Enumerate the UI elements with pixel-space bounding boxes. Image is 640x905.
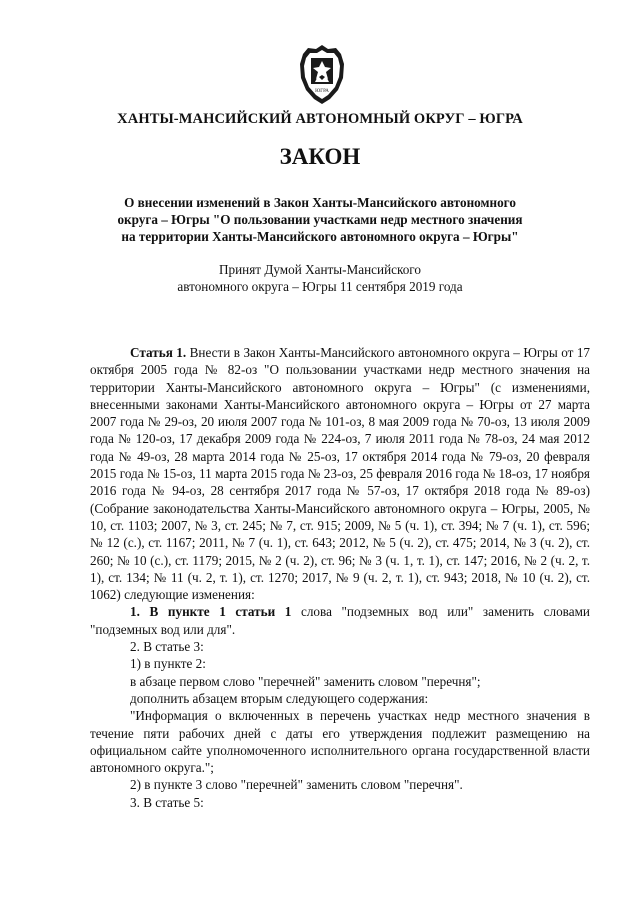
article-1-paragraph [90,344,590,603]
law-title-line: на территории Ханты-Мансийского автономного округа – Югры" [121,229,519,244]
region-name: ХАНТЫ-МАНСИЙСКИЙ АВТОНОМНЫЙ ОКРУГ – ЮГРА [117,111,523,127]
adoption-line: автономного округа – Югры 11 сентября 2019 года [177,279,463,294]
amendment-item [90,603,590,638]
amendment-item-text: слова "подземных вод или" заменить словами "подземных вод или для". [90,604,590,637]
amendment-item-bold: 1. В пункте 1 статьи 1 [130,604,292,620]
amendment-item: 3. В статье 5: [130,794,204,810]
law-title-line: округа – Югры "О пользовании участками недр местного значения [117,212,523,227]
law-title [95,194,545,245]
document-type-heading: ЗАКОН [279,144,361,169]
emblem-label: ЮГРА [315,89,329,94]
law-body [90,344,590,811]
amendment-item: "Информация о включенных в перечень участках недр местного значения в течение пяти рабочих дней с даты его утверждения подлежит размещению на официальном сайте уполномоченного исполнительного органа государственной власти автономного округа."; [90,708,590,776]
amendment-item: в абзаце первом слово "перечней" заменить словом "перечня"; [130,673,481,689]
adoption-note [0,261,640,295]
article-1-text: Внести в Закон Ханты-Мансийского автономного округа – Югры от 17 октября 2005 года № 82-оз "О пользовании участками недр местного значения на территории Ханты-Мансийского автономного округа – Югры" (с изменениями, внесенными законами Ханты-Мансийского автономного округа – Югры от 27 марта 2007 года № 29-оз, 20 июля 2007 года № 101-оз, 8 мая 2009 года № 70-оз, 13 июля 2009 года № 120-оз, 17 декабря 2009 года № 224-оз, 7 июля 2011 года № 78-оз, 24 мая 2012 года № 49-оз, 28 марта 2014 года № 25-оз, 17 октября 2014 года № 79-оз, 20 февраля 2015 года № 15-оз, 11 марта 2015 года № 23-оз, 25 февраля 2016 года № 18-оз, 17 ноября 2016 года № 94-оз, 28 сентября 2017 года № 57-оз, 17 октября 2018 года № 89-оз) (Собрание законодательства Ханты-Мансийского автономного округа – Югры, 2005, № 10, ст. 1103; 2007, № 3, ст. 245; № 7, ст. 915; 2009, № 5 (ч. 1), ст. 394; № 7 (ч. 1), ст. 596; № 12 (с.), ст. 1167; 2011, № 7 (ч. 1), ст. 643; 2012, № 5 (ч. 2), ст. 475; 2014, № 3 (ч. 2), ст. 260; № 10 (с.), ст. 1179; 2015, № 2 (ч. 2), ст. 96; № 3 (ч. 1, т. 1), ст. 147; 2016, № 2 (ч. 2, т. 1), ст. 134; № 11 (ч. 2, т. 1), ст. 1270; 2017, № 9 (ч. 2, т. 1), ст. 943; 2018, № 10 (ч. 2), ст. 1062) следующие изменения: [90,345,591,603]
amendment-item: 2) в пункте 3 слово "перечней" заменить словом "перечня". [130,777,463,793]
amendment-item: дополнить абзацем вторым следующего содержания: [130,690,429,706]
adoption-line: Принят Думой Ханты-Мансийского [219,262,421,277]
amendment-item: 2. В статье 3: [130,639,204,655]
article-label: Статья 1. [130,345,187,360]
coat-of-arms-emblem [298,44,346,106]
law-title-line: О внесении изменений в Закон Ханты-Мансийского автономного [124,195,516,210]
amendment-item: 1) в пункте 2: [130,656,206,672]
